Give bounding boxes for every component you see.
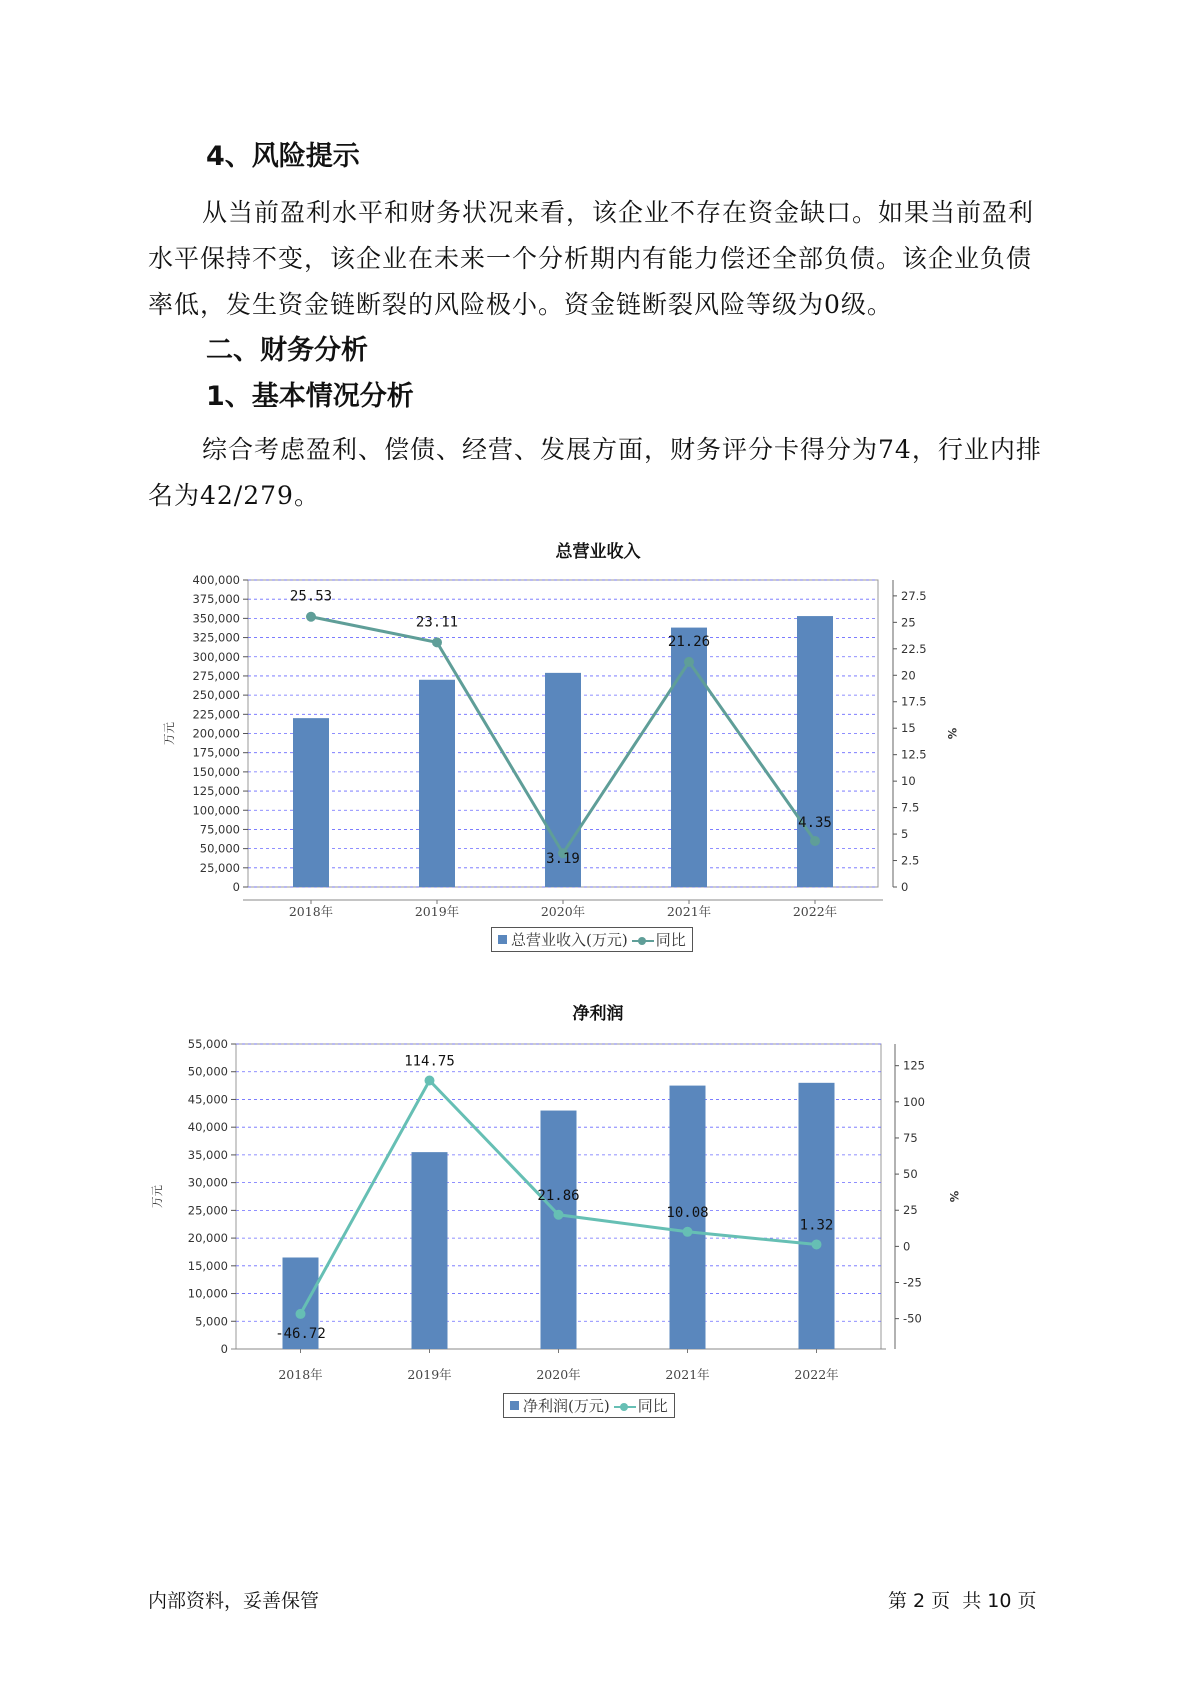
y-tick-label: 250,000 — [192, 688, 240, 703]
data-label: 10.08 — [666, 1204, 709, 1221]
x-tick-label: 2018年 — [288, 904, 334, 919]
y-tick-label: 75,000 — [199, 822, 240, 837]
line-point — [812, 1239, 822, 1249]
legend-bar-label: 总营业收入(万元) — [511, 931, 628, 949]
y2-tick-label: 75 — [903, 1130, 918, 1145]
x-tick-label: 2019年 — [414, 904, 460, 919]
y-tick-label: 150,000 — [192, 764, 240, 779]
y2-tick-label: 20 — [901, 668, 916, 683]
legend-line-swatch — [632, 936, 654, 946]
y2-tick-label: 25 — [901, 615, 916, 630]
y-tick-label: 350,000 — [192, 611, 240, 626]
y-tick-label: 0 — [220, 1342, 228, 1356]
data-label: -46.72 — [275, 1325, 326, 1342]
y-tick-label: 15,000 — [187, 1258, 228, 1273]
data-label: 1.32 — [799, 1217, 834, 1234]
data-label: 21.26 — [667, 633, 711, 650]
heading-risk: 4、风险提示 — [206, 141, 360, 172]
x-tick-label: 2021年 — [665, 1367, 710, 1382]
y-tick-label: 50,000 — [187, 1064, 228, 1079]
y-tick-label: 5,000 — [195, 1314, 228, 1329]
chart-net-profit-plot — [148, 1003, 1048, 1393]
legend-line-swatch — [614, 1402, 636, 1412]
y-tick-label: 300,000 — [192, 649, 240, 664]
line-point — [554, 1210, 564, 1220]
y2-tick-label: 17.5 — [901, 694, 927, 709]
y2-tick-label: 22.5 — [901, 641, 927, 656]
y-tick-label: 25,000 — [199, 860, 240, 875]
y2-tick-label: 2.5 — [901, 853, 920, 868]
data-label: 3.19 — [546, 851, 580, 868]
y2-tick-label: 5 — [901, 827, 909, 842]
y-tick-label: 55,000 — [187, 1037, 228, 1051]
y2-tick-label: 10 — [901, 774, 916, 789]
x-tick-label: 2018年 — [278, 1367, 323, 1382]
data-label: 114.75 — [404, 1053, 455, 1070]
y-tick-label: 45,000 — [187, 1092, 228, 1107]
chart-title: 净利润 — [572, 1004, 624, 1024]
line-point — [684, 657, 694, 667]
y-tick-label: 175,000 — [192, 745, 240, 760]
chart-title: 总营业收入 — [555, 542, 641, 562]
line-point — [296, 1309, 306, 1319]
y-tick-label: 30,000 — [187, 1175, 228, 1190]
y2-tick-label: 100 — [903, 1094, 925, 1109]
line-point — [306, 612, 316, 622]
chart-revenue-plot — [148, 535, 1048, 925]
heading-basic: 1、基本情况分析 — [206, 381, 414, 412]
y2-tick-label: 15 — [901, 721, 916, 736]
data-label: 25.53 — [289, 588, 333, 605]
y-axis-label: 万元 — [162, 722, 176, 745]
y-tick-label: 40,000 — [187, 1120, 228, 1135]
y-tick-label: 50,000 — [199, 841, 240, 856]
heading-finance: 二、财务分析 — [206, 335, 368, 366]
y2-tick-label: -25 — [903, 1275, 922, 1290]
x-tick-label: 2020年 — [536, 1367, 581, 1382]
legend-bar-swatch — [498, 935, 507, 944]
y2-tick-label: -50 — [903, 1311, 922, 1326]
bar — [797, 616, 833, 887]
y-tick-label: 225,000 — [192, 707, 240, 722]
x-tick-label: 2019年 — [407, 1367, 452, 1382]
y-axis-label: 万元 — [150, 1185, 164, 1208]
y-tick-label: 20,000 — [187, 1231, 228, 1246]
bar — [799, 1083, 835, 1349]
chart-net-profit — [148, 1003, 1048, 1433]
x-tick-label: 2022年 — [792, 904, 838, 919]
legend-line-label: 同比 — [637, 1397, 668, 1415]
y2-tick-label: 12.5 — [901, 747, 927, 762]
data-label: 23.11 — [415, 614, 459, 631]
y-tick-label: 25,000 — [187, 1203, 228, 1218]
bar — [541, 1111, 577, 1349]
line-point — [425, 1075, 435, 1085]
legend-bar-label: 净利润(万元) — [523, 1397, 610, 1415]
y2-tick-label: 27.5 — [901, 588, 927, 603]
y-tick-label: 200,000 — [192, 726, 240, 741]
y2-tick-label: 50 — [903, 1167, 918, 1182]
y-tick-label: 275,000 — [192, 668, 240, 683]
paragraph-risk: 从当前盈利水平和财务状况来看，该企业不存在资金缺口。如果当前盈利水平保持不变，该企业在未来一个分析期内有能力偿还全部负债。该企业负债率低，发生资金链断裂的风险极小。资金链断裂风险等级为0级。 — [148, 198, 1035, 319]
line-point — [432, 637, 442, 647]
y-tick-label: 400,000 — [192, 573, 240, 587]
y-tick-label: 325,000 — [192, 630, 240, 645]
y-tick-label: 35,000 — [187, 1147, 228, 1162]
legend-line-label: 同比 — [655, 931, 686, 949]
y-tick-label: 0 — [232, 880, 240, 894]
chart-net-profit-legend — [503, 1393, 675, 1418]
footer-page-number: 第 2 页 共 10 页 — [888, 1590, 1037, 1612]
y2-axis-label: % — [945, 727, 959, 740]
y-tick-label: 375,000 — [192, 592, 240, 607]
x-tick-label: 2022年 — [794, 1367, 839, 1382]
y-tick-label: 10,000 — [187, 1286, 228, 1301]
y2-tick-label: 0 — [901, 880, 909, 894]
chart-revenue — [148, 535, 1048, 965]
legend-bar-swatch — [510, 1401, 519, 1410]
line-point — [810, 836, 820, 846]
footer-left: 内部资料，妥善保管 — [148, 1590, 320, 1612]
bar — [419, 680, 455, 887]
bar — [412, 1152, 448, 1349]
line-point — [683, 1227, 693, 1237]
y-tick-label: 125,000 — [192, 784, 240, 799]
bar — [293, 718, 329, 887]
data-label: 21.86 — [537, 1187, 580, 1204]
x-tick-label: 2021年 — [666, 904, 712, 919]
data-label: 4.35 — [798, 814, 832, 831]
y2-tick-label: 125 — [903, 1058, 925, 1073]
y2-tick-label: 0 — [903, 1239, 911, 1254]
y2-tick-label: 7.5 — [901, 800, 920, 815]
y-tick-label: 100,000 — [192, 803, 240, 818]
y2-tick-label: 25 — [903, 1203, 918, 1218]
chart-revenue-legend — [491, 927, 693, 952]
x-tick-label: 2020年 — [540, 904, 586, 919]
paragraph-basic: 综合考虑盈利、偿债、经营、发展方面，财务评分卡得分为74，行业内排名为42/279。 — [148, 435, 1042, 510]
y2-axis-label: % — [947, 1190, 961, 1203]
